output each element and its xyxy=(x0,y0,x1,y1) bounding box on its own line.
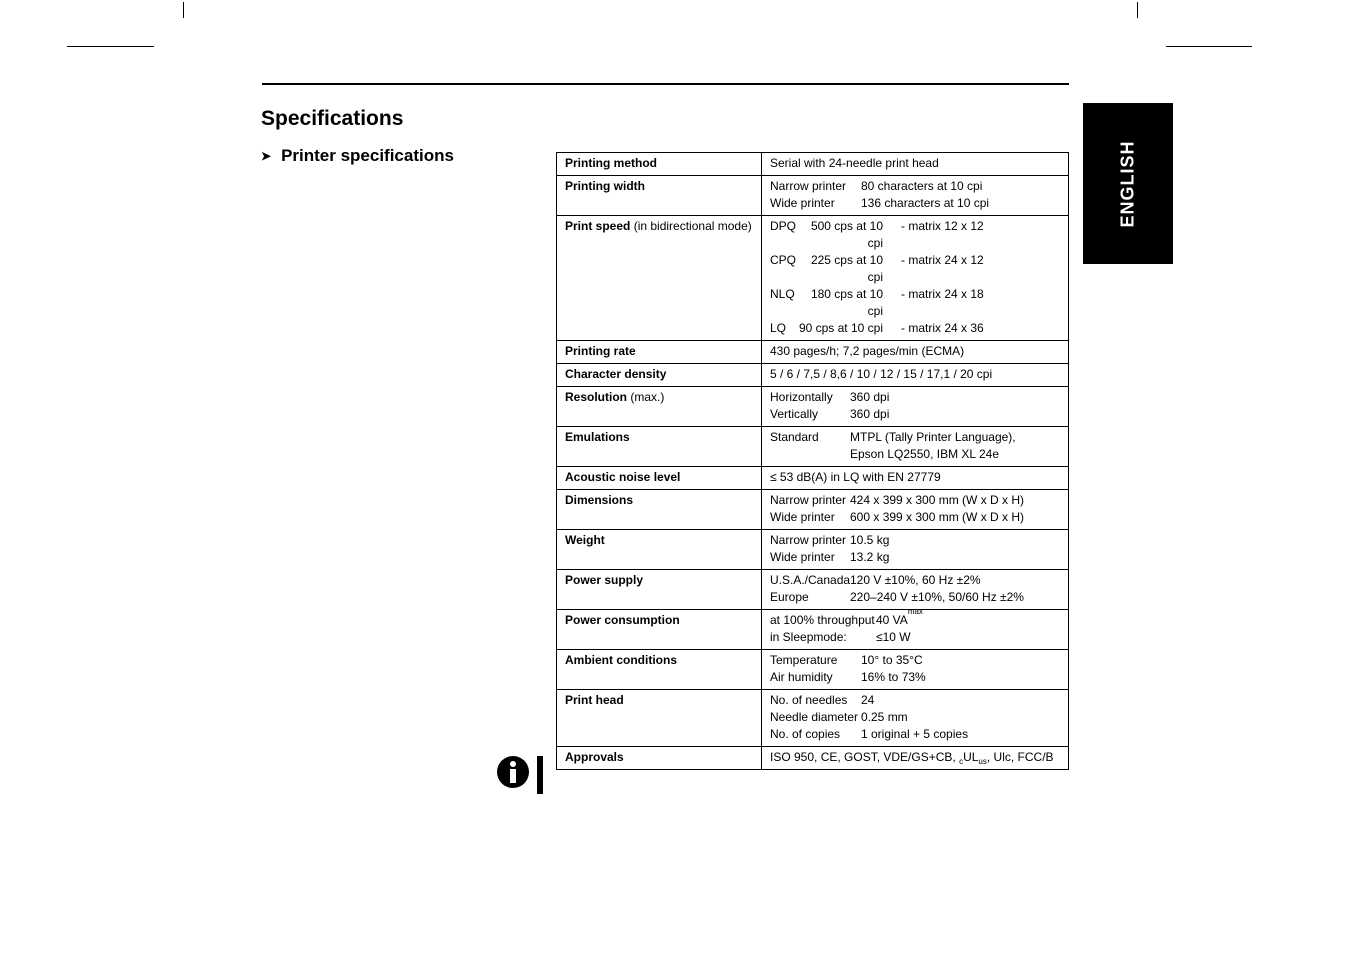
approval-text: us xyxy=(978,757,987,766)
page-title: Specifications xyxy=(261,107,404,130)
spec-row xyxy=(557,153,1069,176)
spec-value-line xyxy=(770,155,1061,172)
spec-row xyxy=(557,427,1069,467)
spec-value xyxy=(762,607,1069,650)
spec-value xyxy=(762,490,1069,530)
spec-value-line xyxy=(770,692,1061,709)
spec-value-cell: Narrow printer xyxy=(770,179,847,193)
spec-value-cell: 0.25 mm xyxy=(861,710,908,724)
spec-value-line xyxy=(770,652,1061,669)
spec-value-cell: in Sleepmode: xyxy=(770,630,847,644)
spec-label xyxy=(557,747,762,770)
spec-value-line xyxy=(770,669,1061,686)
spec-label-text: Power consumption xyxy=(565,613,680,627)
spec-value-line xyxy=(770,446,1061,463)
spec-value-cell: Temperature xyxy=(770,653,838,667)
spec-label-text: Character density xyxy=(565,367,667,381)
spec-value-cell: 500 cps at 10 cpi xyxy=(810,219,883,250)
spec-row xyxy=(557,690,1069,747)
spec-value-cell: 1 original + 5 copies xyxy=(861,727,969,741)
language-tab-label: ENGLISH xyxy=(1117,139,1138,228)
spec-row xyxy=(557,610,1069,650)
spec-value-cell: DPQ xyxy=(770,219,797,233)
spec-value-line xyxy=(770,629,1061,646)
spec-value-cell: 80 characters at 10 cpi xyxy=(861,179,983,193)
spec-value-cell: 16% to 73% xyxy=(861,670,926,684)
spec-label xyxy=(557,467,762,490)
spec-value-cell: 136 characters at 10 cpi xyxy=(861,196,990,210)
spec-label xyxy=(557,364,762,387)
spec-value-cell: Epson LQ2550, IBM XL 24e xyxy=(850,447,999,461)
approval-text: ISO 950, CE, GOST, VDE/GS+CB, xyxy=(770,750,960,764)
spec-value-cell: 13.2 kg xyxy=(850,550,890,564)
spec-label-text: Dimensions xyxy=(565,493,634,507)
spec-value-line xyxy=(770,406,1061,423)
arrow-icon: ➤ xyxy=(261,149,272,163)
spec-label-text: Acoustic noise level xyxy=(565,470,681,484)
spec-label-text: Approvals xyxy=(565,750,624,764)
spec-value-cell: - matrix 24 x 18 xyxy=(901,287,984,301)
spec-value-text: Serial with 24-needle print head xyxy=(770,156,939,170)
spec-label-text: Printing width xyxy=(565,179,645,193)
spec-value-cell: NLQ xyxy=(770,287,795,301)
spec-value-line xyxy=(770,389,1061,406)
spec-value-cell: 360 dpi xyxy=(850,390,890,404)
spec-value-cell: 225 cps at 10 cpi xyxy=(810,253,883,284)
spec-row xyxy=(557,176,1069,216)
spec-label xyxy=(557,216,762,341)
crop-mark xyxy=(1166,46,1252,47)
spec-label-text: Print head xyxy=(565,693,624,707)
spec-value xyxy=(762,341,1069,364)
spec-label-text: Printing rate xyxy=(565,344,636,358)
specifications-table xyxy=(556,152,1069,770)
spec-value-line xyxy=(770,320,1061,337)
spec-label-text: Resolution xyxy=(565,390,627,404)
spec-label-text: Weight xyxy=(565,533,605,547)
approval-text: , Ulc, FCC/B xyxy=(986,750,1054,764)
spec-label xyxy=(557,570,762,610)
spec-value-line xyxy=(770,492,1061,509)
spec-value-line xyxy=(770,572,1061,589)
spec-label-text: Ambient conditions xyxy=(565,653,677,667)
spec-label-text: Printing method xyxy=(565,156,657,170)
spec-value-cell: - matrix 24 x 12 xyxy=(901,253,984,267)
spec-row xyxy=(557,570,1069,610)
spec-value-cell: Wide printer xyxy=(770,196,835,210)
spec-value xyxy=(762,387,1069,427)
spec-value-cell: ≤10 W xyxy=(876,630,911,644)
spec-value-cell: CPQ xyxy=(770,253,797,267)
language-tab xyxy=(1083,103,1173,264)
spec-value-line xyxy=(770,726,1061,743)
spec-value-line xyxy=(770,178,1061,195)
spec-row xyxy=(557,650,1069,690)
spec-label xyxy=(557,387,762,427)
section-heading-text: Printer specifications xyxy=(281,146,454,165)
spec-label xyxy=(557,341,762,364)
spec-value-line xyxy=(770,429,1061,446)
spec-value-cell: Vertically xyxy=(770,407,819,421)
spec-value-text: ≤ 53 dB(A) in LQ with EN 27779 xyxy=(770,470,941,484)
spec-row xyxy=(557,530,1069,570)
crop-mark xyxy=(67,46,154,47)
spec-value-cell: 120 V ±10%, 60 Hz ±2% xyxy=(850,573,981,587)
spec-label xyxy=(557,650,762,690)
spec-value-line xyxy=(770,532,1061,549)
note-bar xyxy=(537,756,543,794)
spec-value-line xyxy=(770,343,1061,360)
spec-value-cell: 24 xyxy=(861,693,875,707)
spec-value-line xyxy=(770,607,1061,629)
spec-value-cell: Needle diameter xyxy=(770,710,859,724)
spec-value-cell: No. of needles xyxy=(770,693,848,707)
spec-row xyxy=(557,467,1069,490)
spec-value xyxy=(762,364,1069,387)
info-icon xyxy=(497,756,529,788)
crop-mark xyxy=(1137,2,1138,18)
unit-subscript: max xyxy=(907,607,923,616)
spec-value-cell: Air humidity xyxy=(770,670,833,684)
approval-text: c xyxy=(959,757,964,766)
spec-value-cell: LQ xyxy=(770,321,787,335)
spec-label-text: Power supply xyxy=(565,573,644,587)
spec-value-cell: No. of copies xyxy=(770,727,841,741)
spec-label xyxy=(557,530,762,570)
spec-value-line xyxy=(770,509,1061,526)
spec-value-cell: Europe xyxy=(770,590,809,604)
spec-value-cell: - matrix 12 x 12 xyxy=(901,219,984,233)
spec-value-cell: 180 cps at 10 cpi xyxy=(810,287,883,318)
spec-label-text: Emulations xyxy=(565,430,630,444)
spec-row xyxy=(557,387,1069,427)
spec-value xyxy=(762,216,1069,341)
spec-label-text: Print speed xyxy=(565,219,631,233)
spec-label xyxy=(557,427,762,467)
spec-label xyxy=(557,610,762,650)
spec-value-cell: 424 x 399 x 300 mm (W x D x H) xyxy=(850,493,1025,507)
spec-value-cell: 360 dpi xyxy=(850,407,890,421)
spec-value xyxy=(762,570,1069,610)
spec-value-cell: Horizontally xyxy=(770,390,833,404)
spec-value-cell: 10.5 kg xyxy=(850,533,890,547)
spec-value-text: 5 / 6 / 7,5 / 8,6 / 10 / 12 / 15 / 17,1 / 20 cpi xyxy=(770,367,993,381)
spec-label xyxy=(557,153,762,176)
header-rule xyxy=(262,83,1069,85)
spec-value xyxy=(762,530,1069,570)
spec-value xyxy=(762,747,1069,770)
section-heading xyxy=(261,146,454,166)
spec-value-cell: 600 x 399 x 300 mm (W x D x H) xyxy=(850,510,1025,524)
spec-value-cell: U.S.A./Canada xyxy=(770,573,851,587)
spec-value xyxy=(762,427,1069,467)
spec-value-line xyxy=(770,469,1061,486)
spec-label xyxy=(557,690,762,747)
spec-label xyxy=(557,176,762,216)
spec-value-cell: - matrix 24 x 36 xyxy=(901,321,984,335)
spec-value-line xyxy=(770,709,1061,726)
spec-value-cell: Narrow printer xyxy=(770,493,847,507)
spec-value-text: 430 pages/h; 7,2 pages/min (ECMA) xyxy=(770,344,965,358)
spec-row xyxy=(557,364,1069,387)
approval-text: UL xyxy=(963,750,979,764)
spec-value-cell: Wide printer xyxy=(770,550,835,564)
crop-mark xyxy=(183,2,184,18)
spec-value xyxy=(762,690,1069,747)
spec-value-cell: 40 VA xyxy=(876,613,908,627)
spec-row xyxy=(557,341,1069,364)
spec-value-cell: Wide printer xyxy=(770,510,835,524)
spec-value-cell: 90 cps at 10 cpi xyxy=(798,321,883,335)
spec-value-line xyxy=(770,589,1061,606)
spec-value xyxy=(762,153,1069,176)
spec-value-line xyxy=(770,549,1061,566)
spec-value-line xyxy=(770,749,1061,766)
spec-value-cell: 10° to 35°C xyxy=(861,653,923,667)
spec-value xyxy=(762,650,1069,690)
spec-value-line xyxy=(770,252,1061,286)
spec-value-line xyxy=(770,286,1061,320)
spec-value-cell: Narrow printer xyxy=(770,533,847,547)
spec-value xyxy=(762,176,1069,216)
spec-value-line xyxy=(770,366,1061,383)
spec-label-note: (max.) xyxy=(630,390,665,404)
spec-value-cell: Standard xyxy=(770,430,819,444)
spec-value-cell: MTPL (Tally Printer Language), xyxy=(850,430,1016,444)
spec-value-cell xyxy=(770,446,850,463)
spec-label xyxy=(557,490,762,530)
spec-value-line xyxy=(770,195,1061,212)
spec-value xyxy=(762,467,1069,490)
spec-row xyxy=(557,490,1069,530)
spec-row xyxy=(557,216,1069,341)
spec-value-cell: 220–240 V ±10%, 50/60 Hz ±2% xyxy=(850,590,1024,604)
spec-label-note: (in bidirectional mode) xyxy=(633,219,752,233)
spec-value-cell: at 100% throughput xyxy=(770,613,875,627)
spec-row xyxy=(557,747,1069,770)
spec-value-line xyxy=(770,218,1061,252)
